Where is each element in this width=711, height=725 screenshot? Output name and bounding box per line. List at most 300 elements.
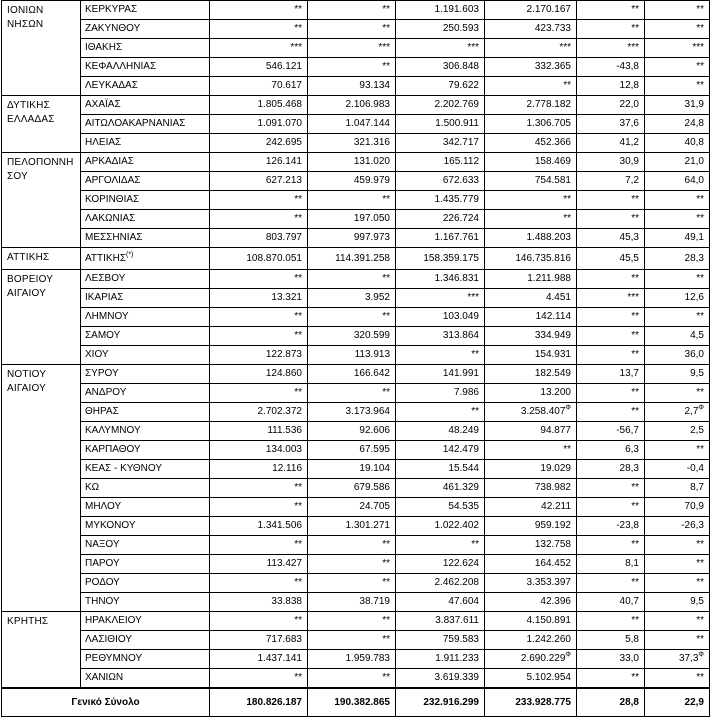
value-cell: [645, 574, 710, 593]
value-text: **: [696, 444, 704, 455]
prefecture-label: ΚΕΑΣ - ΚΥΘΝΟΥ: [85, 463, 162, 474]
total-row: [2, 688, 710, 717]
value-cell: [577, 327, 645, 346]
value-cell: [577, 536, 645, 555]
value-text: 1.341.506: [257, 520, 302, 531]
value-cell: [308, 77, 396, 96]
value-cell: [645, 479, 710, 498]
value-cell: [577, 308, 645, 327]
value-text: **: [382, 577, 390, 588]
value-cell: [485, 270, 577, 289]
table-row: [2, 536, 710, 555]
value-cell: [210, 403, 308, 422]
value-text: 997.973: [353, 232, 390, 243]
value-text: 342.717: [442, 137, 479, 148]
value-cell: [210, 536, 308, 555]
value-cell: [210, 631, 308, 650]
prefecture-cell: [81, 39, 210, 58]
value-cell: [308, 210, 396, 229]
value-text: 47.604: [448, 596, 479, 607]
value-text: 30,9: [619, 156, 639, 167]
value-cell: [210, 1, 308, 20]
value-cell: [308, 96, 396, 115]
value-cell: [485, 115, 577, 134]
value-text: 1.047.144: [345, 118, 390, 129]
value-cell: [577, 403, 645, 422]
value-cell: [396, 20, 485, 39]
value-text: 45,3: [619, 232, 639, 243]
value-text: 2.170.167: [526, 4, 571, 15]
prefecture-label: ΙΘΑΚΗΣ: [85, 42, 123, 53]
value-text: 452.366: [534, 137, 571, 148]
footnote-marker: Φ: [698, 404, 704, 412]
prefecture-label: ΡΕΘΥΜΝΟΥ: [85, 653, 143, 664]
value-cell: [396, 248, 485, 270]
prefecture-cell: [81, 153, 210, 172]
value-cell: [308, 191, 396, 210]
value-text: ***: [467, 42, 479, 53]
value-cell: [577, 498, 645, 517]
value-text: **: [631, 4, 639, 15]
value-text: 142.114: [535, 311, 571, 322]
value-text: 42.396: [540, 596, 571, 607]
value-text: **: [294, 23, 302, 34]
value-cell: [645, 289, 710, 308]
value-cell: [577, 460, 645, 479]
value-text: 242.695: [265, 137, 302, 148]
value-text: -26,3: [681, 520, 704, 531]
value-cell: [308, 612, 396, 631]
value-text: 64,0: [684, 175, 704, 186]
table-body: [2, 1, 710, 717]
value-cell: [485, 1, 577, 20]
value-text: 24,8: [684, 118, 704, 129]
value-text: **: [563, 444, 571, 455]
prefecture-cell: [81, 289, 210, 308]
value-cell: [210, 422, 308, 441]
table-row: [2, 365, 710, 384]
prefecture-label: ΖΑΚΥΝΘΟΥ: [85, 23, 141, 34]
value-text: 48.249: [448, 425, 479, 436]
value-cell: [396, 39, 485, 58]
value-text: 31,9: [684, 99, 704, 110]
prefecture-label: ΑΡΓΟΛΙΔΑΣ: [85, 175, 141, 186]
value-text: 108.870.051: [246, 252, 302, 264]
value-cell: [210, 153, 308, 172]
value-cell: [210, 346, 308, 365]
prefecture-cell: [81, 229, 210, 248]
value-text: 141.991: [442, 368, 479, 379]
value-cell: [210, 574, 308, 593]
prefecture-label: ΛΕΥΚΑΔΑΣ: [85, 80, 138, 91]
value-cell: [396, 536, 485, 555]
value-text: 113.913: [354, 349, 390, 360]
value-text: **: [382, 634, 390, 645]
value-text: 2.702.372: [257, 406, 302, 417]
value-text: 12,6: [684, 292, 704, 303]
value-text: 124.860: [265, 368, 302, 379]
value-cell: [645, 172, 710, 191]
value-cell: [396, 498, 485, 517]
value-cell: [396, 365, 485, 384]
value-text: **: [631, 539, 639, 550]
value-text: 21,0: [684, 156, 704, 167]
prefecture-label: ΚΕΦΑΛΛΗΝΙΑΣ: [85, 61, 157, 72]
value-cell: [485, 650, 577, 669]
value-text: **: [382, 4, 390, 15]
value-cell: [577, 479, 645, 498]
value-text: 3.258.407: [520, 406, 566, 417]
value-cell: [485, 669, 577, 689]
value-text: 4.451: [545, 292, 571, 303]
value-text: 122.873: [265, 349, 302, 360]
value-text: **: [382, 387, 390, 398]
value-text: 717.683: [265, 634, 302, 645]
value-text: **: [382, 539, 390, 550]
table-row: [2, 172, 710, 191]
value-cell: [485, 365, 577, 384]
value-cell: [308, 536, 396, 555]
value-text: 5,8: [625, 634, 639, 645]
value-text: 122.624: [442, 558, 479, 569]
value-cell: [210, 327, 308, 346]
region-cell: ΝΟΤΙΟΥ ΑΙΓΑΙΟΥ: [2, 365, 81, 612]
value-cell: [645, 593, 710, 612]
value-cell: [577, 58, 645, 77]
value-cell: [396, 441, 485, 460]
value-cell: [485, 248, 577, 270]
value-cell: [577, 270, 645, 289]
value-cell: [396, 650, 485, 669]
prefecture-cell: [81, 460, 210, 479]
value-text: 250.593: [442, 23, 479, 34]
value-cell: [396, 96, 485, 115]
value-text: **: [696, 80, 704, 91]
value-text: 3.837.611: [435, 615, 479, 626]
value-cell: [308, 327, 396, 346]
value-text: **: [382, 194, 390, 205]
value-cell: [308, 248, 396, 270]
value-cell: [485, 58, 577, 77]
value-text: 306.848: [442, 61, 479, 72]
value-text: 13.200: [540, 387, 571, 398]
prefecture-label: ΑΤΤΙΚΗΣ: [85, 252, 126, 264]
value-cell: [485, 20, 577, 39]
value-cell: [396, 631, 485, 650]
value-text: **: [382, 311, 390, 322]
value-cell: [396, 210, 485, 229]
value-text: 1.805.468: [257, 99, 302, 110]
region-cell: ΑΤΤΙΚΗΣ: [2, 248, 81, 270]
value-text: **: [294, 501, 302, 512]
prefecture-label: ΣΑΜΟΥ: [85, 330, 121, 341]
value-cell: [396, 346, 485, 365]
prefecture-label: ΚΟΡΙΝΘΙΑΣ: [85, 194, 140, 205]
prefecture-label: ΣΥΡΟΥ: [85, 368, 119, 379]
prefecture-cell: [81, 650, 210, 669]
value-text: 113.427: [266, 558, 302, 569]
value-text: 332.365: [534, 61, 571, 72]
prefecture-cell: [81, 612, 210, 631]
value-cell: [308, 346, 396, 365]
value-text: -0,4: [686, 463, 704, 474]
prefecture-label: ΝΑΞΟΥ: [85, 539, 120, 550]
value-text: 313.864: [442, 330, 479, 341]
value-text: 36,0: [684, 349, 704, 360]
table-row: [2, 327, 710, 346]
value-text: **: [563, 80, 571, 91]
table-row: [2, 134, 710, 153]
prefecture-label: ΗΡΑΚΛΕΙΟΥ: [85, 615, 142, 626]
value-text: **: [294, 615, 302, 626]
prefecture-label: ΑΝΔΡΟΥ: [85, 387, 127, 398]
value-cell: [485, 536, 577, 555]
table-row: [2, 115, 710, 134]
value-cell: [485, 327, 577, 346]
value-cell: [485, 384, 577, 403]
value-cell: [210, 191, 308, 210]
value-cell: [485, 517, 577, 536]
value-text: 321.316: [353, 137, 390, 148]
value-cell: [645, 270, 710, 289]
prefecture-label: ΜΕΣΣΗΝΙΑΣ: [85, 232, 143, 243]
value-cell: [308, 593, 396, 612]
value-cell: [210, 669, 308, 689]
prefecture-cell: [81, 517, 210, 536]
value-text: 166.642: [353, 368, 390, 379]
value-cell: [645, 517, 710, 536]
value-cell: [210, 39, 308, 58]
table-row: [2, 479, 710, 498]
table-row: [2, 270, 710, 289]
value-cell: [645, 403, 710, 422]
total-value-cell: 28,8: [577, 688, 645, 717]
footnote-marker: (*): [126, 251, 134, 259]
value-text: **: [294, 330, 302, 341]
value-text: 37,3: [678, 653, 699, 664]
value-text: 13,7: [619, 368, 639, 379]
value-cell: [396, 517, 485, 536]
value-text: 131.020: [353, 156, 390, 167]
value-text: 93.134: [359, 80, 390, 91]
value-text: 103.049: [442, 311, 479, 322]
value-text: 759.583: [442, 634, 479, 645]
value-text: 146.735.816: [515, 252, 571, 264]
value-cell: [645, 134, 710, 153]
region-cell: ΚΡΗΤΗΣ: [2, 612, 81, 689]
value-text: **: [696, 213, 704, 224]
prefecture-cell: [81, 422, 210, 441]
value-cell: [645, 39, 710, 58]
value-text: **: [471, 539, 479, 550]
value-text: **: [696, 615, 704, 626]
prefecture-cell: [81, 134, 210, 153]
value-text: 154.931: [534, 349, 571, 360]
value-text: **: [631, 23, 639, 34]
value-cell: [577, 191, 645, 210]
value-cell: [485, 574, 577, 593]
value-cell: [308, 1, 396, 20]
value-cell: [308, 39, 396, 58]
value-text: **: [631, 311, 639, 322]
value-cell: [308, 669, 396, 689]
value-cell: [396, 327, 485, 346]
prefecture-label: ΘΗΡΑΣ: [85, 406, 119, 417]
value-cell: [577, 365, 645, 384]
prefecture-label: ΠΑΡΟΥ: [85, 558, 120, 569]
value-cell: [308, 650, 396, 669]
value-cell: [645, 498, 710, 517]
value-text: 45,5: [619, 252, 639, 264]
value-text: 28,3: [684, 252, 704, 264]
prefecture-label: ΚΑΡΠΑΘΟΥ: [85, 444, 141, 455]
value-cell: [577, 517, 645, 536]
value-text: 320.599: [353, 330, 390, 341]
value-text: 2.202.769: [434, 99, 479, 110]
value-cell: [210, 517, 308, 536]
statistics-table: [1, 0, 710, 717]
prefecture-label: ΧΙΟΥ: [85, 349, 109, 360]
value-text: **: [471, 349, 479, 360]
value-cell: [645, 1, 710, 20]
value-cell: [308, 172, 396, 191]
table-row: [2, 210, 710, 229]
value-text: **: [294, 577, 302, 588]
value-text: 54.535: [448, 501, 479, 512]
value-cell: [577, 441, 645, 460]
value-cell: [210, 248, 308, 270]
value-text: **: [382, 558, 390, 569]
value-text: **: [294, 482, 302, 493]
value-text: **: [631, 501, 639, 512]
value-cell: [396, 58, 485, 77]
value-cell: [210, 229, 308, 248]
table-row: [2, 248, 710, 270]
value-cell: [210, 172, 308, 191]
value-text: 2.690.229: [520, 653, 566, 664]
value-cell: [645, 422, 710, 441]
value-text: ***: [627, 42, 639, 53]
value-cell: [308, 631, 396, 650]
value-text: **: [294, 311, 302, 322]
value-cell: [485, 612, 577, 631]
region-cell: ΠΕΛΟΠΟΝΝΗ ΣΟΥ: [2, 153, 81, 248]
prefecture-cell: [81, 669, 210, 689]
prefecture-label: ΤΗΝΟΥ: [85, 596, 120, 607]
value-cell: [396, 460, 485, 479]
prefecture-label: ΜΥΚΟΝΟΥ: [85, 520, 136, 531]
value-text: 9,5: [690, 368, 704, 379]
value-cell: [396, 574, 485, 593]
value-text: **: [696, 539, 704, 550]
value-cell: [577, 172, 645, 191]
value-text: 158.469: [534, 156, 571, 167]
table-row: [2, 403, 710, 422]
value-cell: [577, 289, 645, 308]
table-row: [2, 422, 710, 441]
value-cell: [308, 153, 396, 172]
prefecture-label: ΚΕΡΚΥΡΑΣ: [85, 4, 138, 15]
value-cell: [485, 498, 577, 517]
value-text: 92.606: [359, 425, 390, 436]
value-cell: [396, 270, 485, 289]
value-cell: [577, 20, 645, 39]
table-row: [2, 669, 710, 689]
value-cell: [485, 289, 577, 308]
prefecture-cell: [81, 346, 210, 365]
value-text: **: [696, 558, 704, 569]
prefecture-cell: [81, 77, 210, 96]
value-cell: [210, 270, 308, 289]
table-row: [2, 650, 710, 669]
value-text: **: [382, 615, 390, 626]
table-row: [2, 191, 710, 210]
value-cell: [485, 77, 577, 96]
value-cell: [577, 384, 645, 403]
value-text: 423.733: [534, 23, 571, 34]
value-cell: [308, 517, 396, 536]
value-text: -56,7: [616, 425, 639, 436]
value-cell: [308, 365, 396, 384]
value-cell: [577, 593, 645, 612]
value-text: **: [631, 482, 639, 493]
value-text: **: [696, 23, 704, 34]
table-row: [2, 517, 710, 536]
value-text: 1.959.783: [345, 653, 390, 664]
prefecture-cell: [81, 308, 210, 327]
value-text: 1.211.988: [527, 273, 571, 284]
table-row: [2, 289, 710, 308]
prefecture-cell: [81, 384, 210, 403]
value-cell: [645, 460, 710, 479]
value-cell: [308, 498, 396, 517]
value-cell: [396, 1, 485, 20]
value-cell: [485, 593, 577, 612]
value-text: 94.877: [540, 425, 571, 436]
table-row: [2, 20, 710, 39]
value-cell: [396, 403, 485, 422]
prefecture-cell: [81, 210, 210, 229]
table-row: [2, 1, 710, 20]
value-cell: [308, 289, 396, 308]
value-cell: [308, 134, 396, 153]
prefecture-cell: [81, 20, 210, 39]
value-text: 738.982: [534, 482, 571, 493]
region-cell: ΔΥΤΙΚΗΣ ΕΛΛΑΔΑΣ: [2, 96, 81, 153]
value-text: 546.121: [265, 61, 302, 72]
value-cell: [396, 153, 485, 172]
value-text: **: [696, 577, 704, 588]
value-text: **: [631, 672, 639, 683]
prefecture-label: ΛΗΜΝΟΥ: [85, 311, 129, 322]
value-cell: [396, 115, 485, 134]
value-cell: [210, 441, 308, 460]
value-text: **: [631, 577, 639, 588]
value-cell: [396, 191, 485, 210]
prefecture-label: ΑΙΤΩΛΟΑΚΑΡΝΑΝΙΑΣ: [85, 118, 186, 129]
value-cell: [210, 96, 308, 115]
value-text: **: [382, 61, 390, 72]
value-cell: [645, 631, 710, 650]
prefecture-cell: [81, 191, 210, 210]
total-value-cell: 233.928.775: [485, 688, 577, 717]
prefecture-cell: [81, 498, 210, 517]
prefecture-cell: [81, 555, 210, 574]
value-cell: [210, 593, 308, 612]
value-text: **: [471, 406, 479, 417]
value-text: 111.536: [267, 425, 302, 436]
value-text: 40,8: [684, 137, 704, 148]
